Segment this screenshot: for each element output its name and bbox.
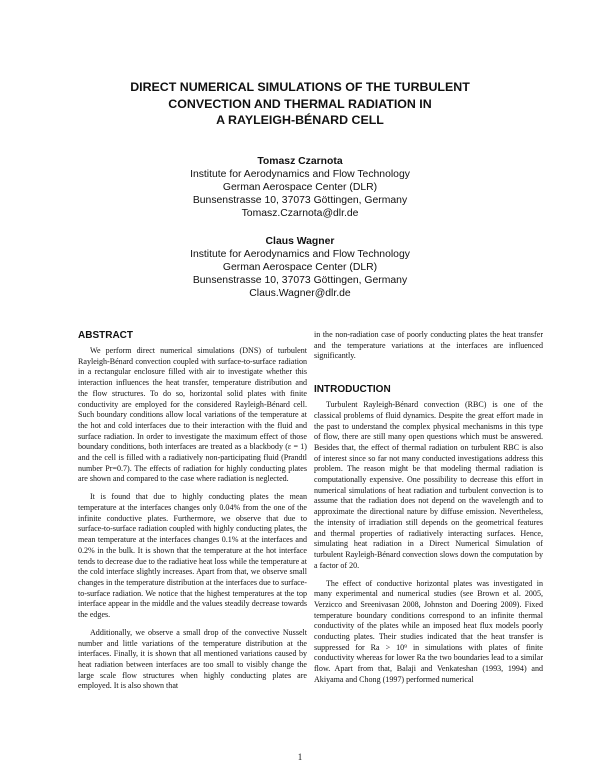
title-line: A RAYLEIGH-BÉNARD CELL <box>216 113 384 127</box>
right-column <box>314 330 543 686</box>
title-line: CONVECTION AND THERMAL RADIATION IN <box>168 96 432 111</box>
author-affiliation-line: Institute for Aerodynamics and Flow Technology <box>190 169 410 181</box>
abstract-heading: ABSTRACT <box>78 330 133 341</box>
page-number: 1 <box>297 752 303 762</box>
author-address-line: Bunsenstrasse 10, 37073 Göttingen, Germany <box>192 195 408 207</box>
introduction-heading: INTRODUCTION <box>314 384 391 396</box>
author-block-czarnota <box>0 155 600 220</box>
introduction-paragraph: Turbulent Rayleigh-Bénard convection (RBC) is one of the classical problems of fluid dynamics. Despite the great effort made in the past to understand the complex physical mechanisms in this type of flow, there are still many open questions which must be answered. Besides that, the effect of thermal radiation on turbulent RBC is also of interest since so far not many conducted investigations address this problem. The reason might be that modeling thermal radiation is computationally expensive. One possibility to decrease this effort in numerical simulations of heat radiation and turbulent convection is to assume that the radiation does not depend on the wavelength and to approximate the directional nature by diffuse emission. Nevertheless, the intensity of irradiation still depends on the geometrical features and thermal properties of radiatively interacting surfaces. Hence, simulating heat radiation in a Direct Numerical Simulation of turbulent Rayleigh-Bénard convection slows down the computation by a factor of 20. <box>314 400 543 570</box>
author-affiliation-line: Institute for Aerodynamics and Flow Technology <box>190 249 410 261</box>
author-block-wagner <box>0 235 600 300</box>
author-affiliation-line: German Aerospace Center (DLR) <box>222 182 378 194</box>
author-email: Tomasz.Czarnota@dlr.de <box>241 208 359 220</box>
author-name: Claus Wagner <box>265 236 335 247</box>
left-column <box>78 330 307 692</box>
abstract-paragraph-continued: in the non-radiation case of poorly conducting plates the heat transfer and the temperature variations at the interfaces are influenced significantly. <box>314 330 543 361</box>
abstract-paragraph: We perform direct numerical simulations (DNS) of turbulent Rayleigh-Bénard convection coupled with surface-to-surface radiation in a rectangular enclosure filled with air to investigate whether this interaction influences the heat transfer, temperature distribution and the flow structures. To do so, horizontal solid plates with finite conductivity are employed for the considered Rayleigh-Bénard cell. Such boundary conditions allow local variations of the temperature at the hot and cold interfaces due to their interaction with the fluid and surface radiation. In order to investigate the maximum effect of those boundary conditions, both interfaces are treated as a blackbody (ε = 1) and the cell is filled with a radiatively non-participating fluid (Prandtl number Pr=0.7). The effects of radiation for highly conducting plates are shown and compared to the case where radiation is neglected. <box>78 346 307 484</box>
abstract-paragraph: It is found that due to highly conducting plates the mean temperature at the interfaces changes only 0.04% from the one of the infinite conductive plates. Furthermore, we observe that due to surface-to-surface radiation coupled with highly conducting plates, the mean temperature at the interfaces changes 0.1% at the interfaces and 0.2% in the bulk. It is shown that the temperature at the hot interface tends to decrease due to the radiative heat loss while the temperature at the cold interface slightly increases. Apart from that, we observe small changes in the temperature distribution at the interfaces due to surface-to-surface radiation. We notice that the highest temperatures at the top interface appear in the middle and the values steadily decrease towards the edges. <box>78 492 307 620</box>
author-email: Claus.Wagner@dlr.de <box>249 288 351 300</box>
author-address-line: Bunsenstrasse 10, 37073 Göttingen, Germany <box>192 275 408 287</box>
title-line: DIRECT NUMERICAL SIMULATIONS OF THE TURBULENT <box>130 80 470 94</box>
abstract-paragraph: Additionally, we observe a small drop of the convective Nusselt number and little variations of the temperature distribution at the interfaces. Finally, it is shown that all mentioned variations caused by heat radiation between interfaces are too small to visibly change the large scale flow structures when highly conducting plates are employed. It is also shown that <box>78 627 307 691</box>
introduction-paragraph: The effect of conductive horizontal plates was investigated in many experimental and numerical studies (see Brown et al. 2005, Verzicco and Sreenivasan 2008, Johnston and Doering 2009). Fixed temperature boundary conditions correspond to an infinite thermal conductivity of the plates while an imposed heat flux models poorly conducting plates. Their studies indicated that the heat transfer is suppressed for Ra > 10⁹ in simulations with plates of finite conductivity whereas for lower Ra the two boundaries lead to a similar flow. Apart from that, Balaji and Venkateshan (1993, 1994) and Akiyama and Chong (1997) performed numerical <box>314 578 543 684</box>
paper-title <box>0 79 600 129</box>
author-name: Tomasz Czarnota <box>257 156 343 167</box>
author-affiliation-line: German Aerospace Center (DLR) <box>222 262 378 274</box>
